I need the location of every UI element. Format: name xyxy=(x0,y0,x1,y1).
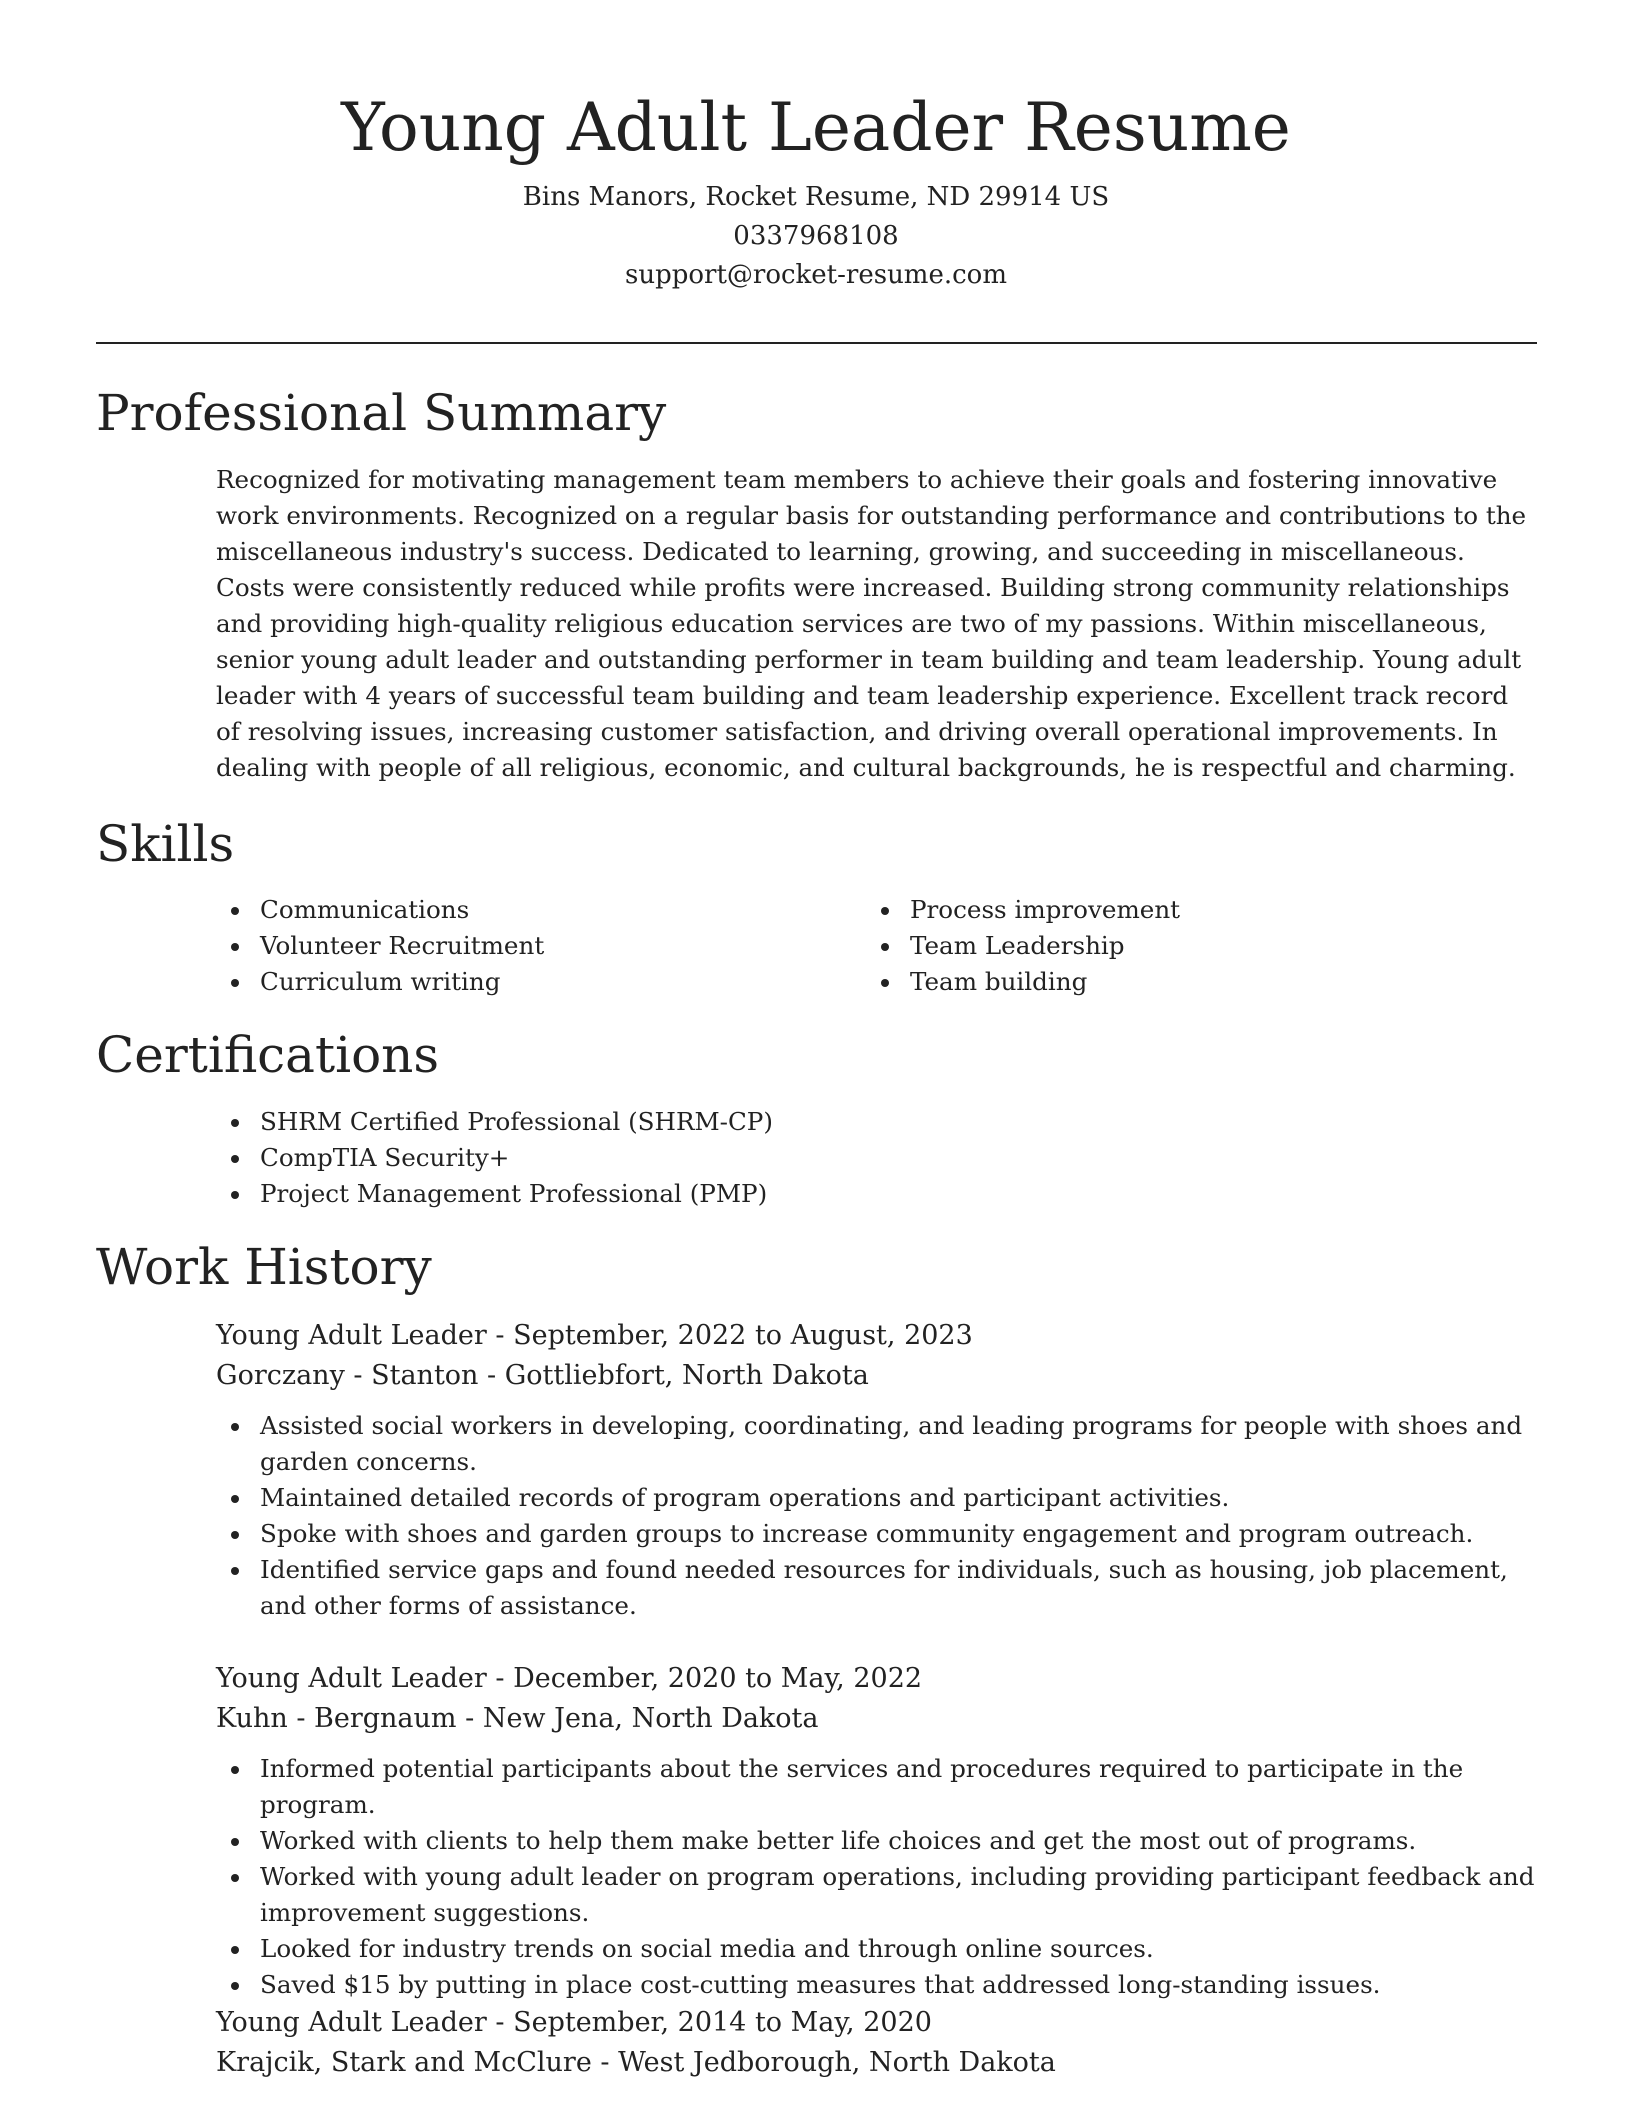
skill-item: Team building xyxy=(866,964,1486,1000)
job-company: Kuhn - Bergnaum xyxy=(216,1703,457,1734)
job-dates: September, 2014 to May, 2020 xyxy=(513,2007,932,2038)
resume-header xyxy=(0,0,1632,295)
job-company: Krajcik, Stark and McClure xyxy=(216,2047,592,2078)
certifications-list xyxy=(216,1104,773,1212)
job-bullet: Worked with young adult leader on program operations, including providing participant feedback and improvement suggestions. xyxy=(216,1859,1536,1931)
job-bullets xyxy=(216,1751,1536,2003)
job-bullets xyxy=(216,1408,1536,1624)
skills-list-right xyxy=(866,892,1486,1000)
job-location: New Jena, North Dakota xyxy=(482,1703,819,1734)
skills-list-left xyxy=(216,892,836,1000)
job-bullet: Identified service gaps and found needed resources for individuals, such as housing, job placement, and other forms of assistance. xyxy=(216,1552,1536,1624)
contact-phone: 0337968108 xyxy=(733,221,899,251)
job-dates: September, 2022 to August, 2023 xyxy=(513,1320,973,1351)
job-employer: Krajcik, Stark and McClure - West Jedborough, North Dakota xyxy=(216,2047,1056,2078)
job-employer: Gorczany - Stanton - Gottliebfort, North Dakota xyxy=(216,1360,869,1391)
header-divider xyxy=(96,342,1537,344)
job-heading: Young Adult Leader - December, 2020 to May, 2022 xyxy=(216,1663,923,1694)
skill-item: Curriculum writing xyxy=(216,964,836,1000)
job-company: Gorczany - Stanton xyxy=(216,1360,479,1391)
skill-item: Team Leadership xyxy=(866,928,1486,964)
skill-item: Volunteer Recruitment xyxy=(216,928,836,964)
job-bullet: Worked with clients to help them make better life choices and get the most out of programs. xyxy=(216,1823,1536,1859)
job-heading: Young Adult Leader - September, 2022 to August, 2023 xyxy=(216,1320,973,1351)
certification-item: Project Management Professional (PMP) xyxy=(216,1176,773,1212)
job-entry xyxy=(216,1659,1536,2003)
job-location: Gottliebfort, North Dakota xyxy=(504,1360,869,1391)
resume-title: Young Adult Leader Resume xyxy=(341,89,1291,166)
job-bullet: Looked for industry trends on social media and through online sources. xyxy=(216,1931,1536,1967)
section-title-skills: Skills xyxy=(96,815,235,873)
contact-address: Bins Manors, Rocket Resume, ND 29914 US xyxy=(522,182,1110,212)
job-dates: December, 2020 to May, 2022 xyxy=(513,1663,923,1694)
job-entry xyxy=(216,1316,1536,1624)
certification-item: SHRM Certified Professional (SHRM-CP) xyxy=(216,1104,773,1140)
job-entry xyxy=(216,2003,1536,2083)
section-title-summary: Professional Summary xyxy=(96,384,667,442)
job-bullet: Spoke with shoes and garden groups to increase community engagement and program outreach. xyxy=(216,1516,1536,1552)
job-title: Young Adult Leader xyxy=(216,1320,487,1351)
contact-info xyxy=(0,178,1632,295)
section-title-certifications: Certifications xyxy=(96,1026,440,1084)
job-title: Young Adult Leader xyxy=(216,1663,487,1694)
job-bullet: Assisted social workers in developing, coordinating, and leading programs for people with shoes and garden concerns. xyxy=(216,1408,1536,1480)
job-title: Young Adult Leader xyxy=(216,2007,487,2038)
contact-email: support@rocket-resume.com xyxy=(624,260,1007,290)
job-location: West Jedborough, North Dakota xyxy=(618,2047,1056,2078)
job-heading: Young Adult Leader - September, 2014 to May, 2020 xyxy=(216,2007,932,2038)
job-bullet: Maintained detailed records of program operations and participant activities. xyxy=(216,1480,1536,1516)
summary-text: Recognized for motivating management team members to achieve their goals and fostering innovative work environments. Recognized on a regular basis for outstanding performance and contributions to the miscellaneous industry's success. Dedicated to learning, growing, and succeeding in miscellaneous. Costs were consistently reduced while profits were increased. Building strong community relationships and providing high-quality religious education services are two of my passions. Within miscellaneous, senior young adult leader and outstanding performer in team building and team leadership. Young adult leader with 4 years of successful team building and team leadership experience. Excellent track record of resolving issues, increasing customer satisfaction, and driving overall operational improvements. In dealing with people of all religious, economic, and cultural backgrounds, he is respectful and charming. xyxy=(216,465,1527,782)
job-bullet: Saved $15 by putting in place cost-cutting measures that addressed long-standing issues. xyxy=(216,1967,1536,2003)
skill-item: Communications xyxy=(216,892,836,928)
section-title-work-history: Work History xyxy=(96,1238,432,1296)
skill-item: Process improvement xyxy=(866,892,1486,928)
job-employer: Kuhn - Bergnaum - New Jena, North Dakota xyxy=(216,1703,819,1734)
certification-item: CompTIA Security+ xyxy=(216,1140,773,1176)
job-bullet: Informed potential participants about the services and procedures required to participate in the program. xyxy=(216,1751,1536,1823)
